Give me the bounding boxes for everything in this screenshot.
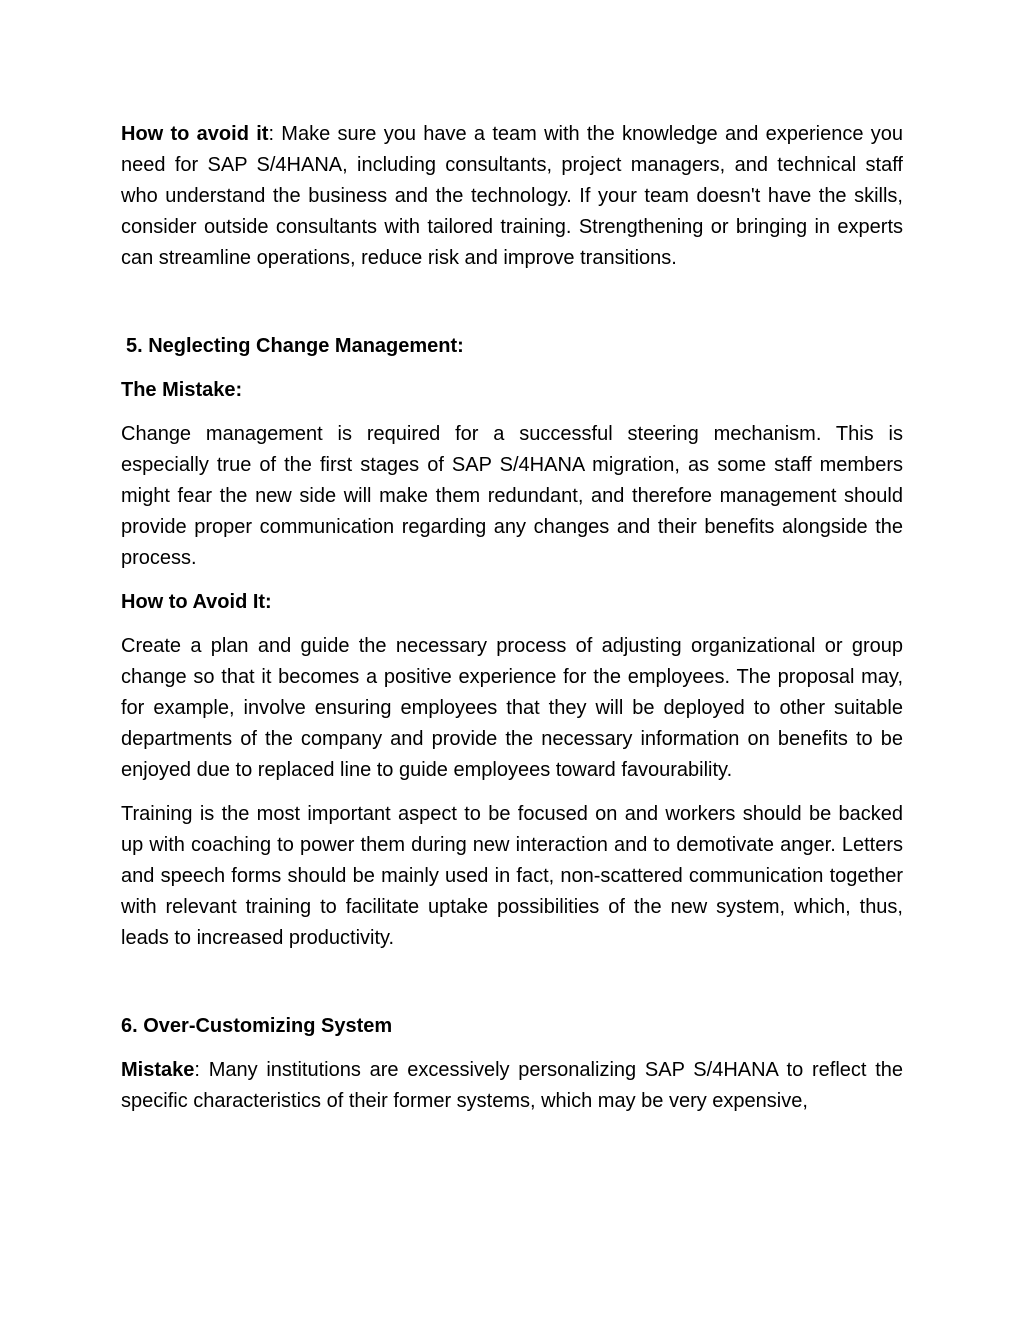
- how-to-avoid-label: How to avoid it: [121, 123, 269, 145]
- section-5-heading: [121, 331, 903, 362]
- section-6-mistake-paragraph: [121, 1055, 903, 1117]
- section-5-avoid-paragraph-1: Create a plan and guide the necessary process of adjusting organizational or group change so that it becomes a positive experience for the employees. The proposal may, for example, involve ensuring employees that they will be deployed to other suitable departments of the company and provide the necessary information on benefits to be enjoyed due to replaced line to guide employees toward favourability.: [121, 635, 903, 781]
- section-5-avoid-paragraph-2: Training is the most important aspect to be focused on and workers should be backed up with coaching to power them during new interaction and to demotivate anger. Letters and speech forms should be mainly used in fact, non-scattered communication together with relevant training to facilitate uptake possibilities of the new system, which, thus, leads to increased productivity.: [121, 803, 903, 949]
- how-to-avoid-text: : Make sure you have a team with the knowledge and experience you need for SAP S/4HANA, including consultants, project managers, and technical staff who understand the business and the technology. If your team doesn't have the skills, consider outside consultants with tailored training. Strengthening or bringing in experts can streamline operations, reduce risk and improve transitions.: [121, 123, 904, 269]
- section-5-mistake-paragraph: Change management is required for a successful steering mechanism. This is especially true of the first stages of SAP S/4HANA migration, as some staff members might fear the new side will make them redundant, and therefore management should provide proper communication regarding any changes and their benefits alongside the process.: [121, 423, 903, 569]
- section-5-mistake-label: [121, 375, 903, 406]
- section-4-how-to-avoid-paragraph: [121, 119, 903, 274]
- section-6-mistake-label: Mistake: [121, 1059, 195, 1081]
- avoid-label-text: How to Avoid It:: [121, 591, 272, 613]
- section-6-mistake-text: : Many institutions are excessively personalizing SAP S/4HANA to reflect the specific characteristics of their former systems, which may be very expensive,: [121, 1059, 903, 1112]
- section-5-heading-text: 5. Neglecting Change Management:: [126, 335, 464, 357]
- document-page: [121, 119, 903, 1117]
- mistake-label-text: The Mistake:: [121, 379, 243, 401]
- section-6-heading: [121, 1011, 903, 1042]
- section-6-heading-text: 6. Over-Customizing System: [121, 1015, 393, 1037]
- section-5-avoid-label: [121, 587, 903, 618]
